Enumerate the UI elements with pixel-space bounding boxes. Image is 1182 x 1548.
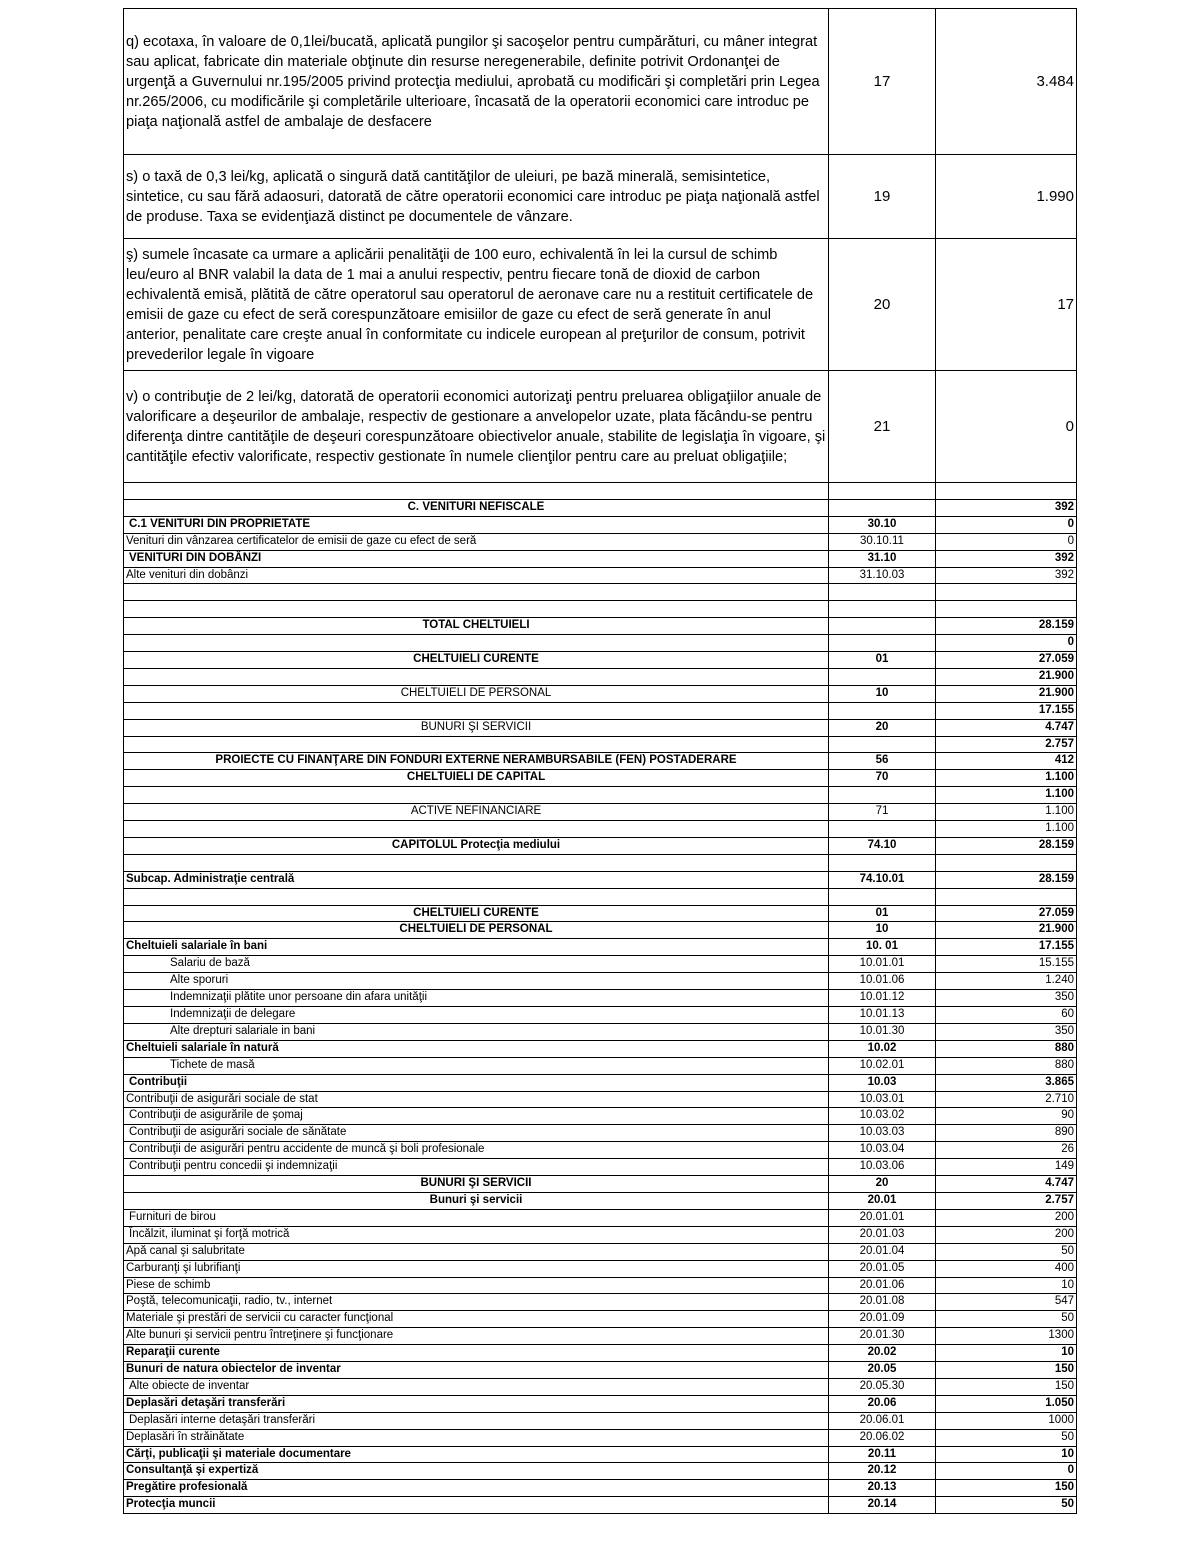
row-code: 20.06.02 xyxy=(829,1429,936,1446)
row-value: 392 xyxy=(936,499,1077,516)
row-description: Alte obiecte de inventar xyxy=(124,1378,829,1395)
row-description xyxy=(124,601,829,618)
row-description: q) ecotaxa, în valoare de 0,1lei/bucată, aplicată pungilor şi sacoşelor pentru cumpărături, cu mâner integrat sau aplicat, fabricate din materiale obţinute din resurse neregenerabile, definite potrivit Ordonanţei de urgenţă a Guvernului nr.195/2005 privind protecţia mediului, aprobată cu modificări şi completări prin Legea nr.265/2006, cu modificările şi completările ulterioare, încasată de la operatorii economici care introduc pe piaţa naţională astfel de ambalaje de desfacere xyxy=(124,9,829,155)
table-row xyxy=(124,854,1077,871)
table-row xyxy=(124,1463,1077,1480)
row-value: 10 xyxy=(936,1277,1077,1294)
table-row xyxy=(124,905,1077,922)
table-row xyxy=(124,1497,1077,1514)
table-row xyxy=(124,1023,1077,1040)
table-row xyxy=(124,1277,1077,1294)
row-value: 200 xyxy=(936,1209,1077,1226)
row-value: 350 xyxy=(936,990,1077,1007)
row-description: Încălzit, iluminat şi forţă motrică xyxy=(124,1226,829,1243)
table-row xyxy=(124,1108,1077,1125)
row-description: Consultanţă şi expertiză xyxy=(124,1463,829,1480)
row-value: 17.155 xyxy=(936,939,1077,956)
row-code: 20.01 xyxy=(829,1192,936,1209)
row-code xyxy=(829,584,936,601)
row-value xyxy=(936,854,1077,871)
row-description xyxy=(124,668,829,685)
table-row xyxy=(124,1395,1077,1412)
table-row xyxy=(124,1480,1077,1497)
row-value: 21.900 xyxy=(936,922,1077,939)
table-row-text-0 xyxy=(124,9,1077,155)
row-value: 50 xyxy=(936,1311,1077,1328)
row-description: Alte venituri din dobânzi xyxy=(124,567,829,584)
row-code: 20.02 xyxy=(829,1345,936,1362)
row-description: Cheltuieli salariale în natură xyxy=(124,1040,829,1057)
row-value: 0 xyxy=(936,635,1077,652)
row-value: 4.747 xyxy=(936,719,1077,736)
table-row xyxy=(124,753,1077,770)
row-description: Pregătire profesională xyxy=(124,1480,829,1497)
row-code: 10.03.01 xyxy=(829,1091,936,1108)
row-description: PROIECTE CU FINANŢARE DIN FONDURI EXTERNE NERAMBURSABILE (FEN) POSTADERARE xyxy=(124,753,829,770)
row-code: 20.12 xyxy=(829,1463,936,1480)
row-code: 20 xyxy=(829,1176,936,1193)
row-description xyxy=(124,736,829,753)
row-description: Protecţia muncii xyxy=(124,1497,829,1514)
table-row xyxy=(124,1328,1077,1345)
row-description: Materiale şi prestări de servicii cu caracter funcţional xyxy=(124,1311,829,1328)
row-description: Venituri din vânzarea certificatelor de emisii de gaze cu efect de seră xyxy=(124,533,829,550)
table-row xyxy=(124,516,1077,533)
row-code: 20.01.04 xyxy=(829,1243,936,1260)
row-description: Poştă, telecomunicaţii, radio, tv., internet xyxy=(124,1294,829,1311)
row-value xyxy=(936,483,1077,500)
row-code: 10.01.12 xyxy=(829,990,936,1007)
row-value: 10 xyxy=(936,1345,1077,1362)
row-value: 0 xyxy=(936,1463,1077,1480)
row-description: Indemnizaţii plătite unor persoane din afara unităţii xyxy=(124,990,829,1007)
table-row xyxy=(124,483,1077,500)
row-description: Carburanţi şi lubrifianţi xyxy=(124,1260,829,1277)
row-value: 890 xyxy=(936,1125,1077,1142)
table-row xyxy=(124,584,1077,601)
table-row xyxy=(124,990,1077,1007)
row-value: 150 xyxy=(936,1378,1077,1395)
table-row-text-1 xyxy=(124,155,1077,239)
row-code: 20.01.08 xyxy=(829,1294,936,1311)
row-description: CHELTUIELI DE CAPITAL xyxy=(124,770,829,787)
row-value: 412 xyxy=(936,753,1077,770)
table-row xyxy=(124,702,1077,719)
row-value: 392 xyxy=(936,567,1077,584)
row-value: 27.059 xyxy=(936,652,1077,669)
row-code: 20.06 xyxy=(829,1395,936,1412)
table-row xyxy=(124,719,1077,736)
row-description: Deplasări detaşări transferări xyxy=(124,1395,829,1412)
table-row xyxy=(124,550,1077,567)
row-code: 70 xyxy=(829,770,936,787)
row-description: Bunuri de natura obiectelor de inventar xyxy=(124,1362,829,1379)
row-value: 200 xyxy=(936,1226,1077,1243)
row-value: 2.757 xyxy=(936,736,1077,753)
row-value: 0 xyxy=(936,533,1077,550)
row-code: 74.10 xyxy=(829,837,936,854)
row-value: 1.100 xyxy=(936,804,1077,821)
row-code: 20.01.03 xyxy=(829,1226,936,1243)
table-row xyxy=(124,787,1077,804)
row-code xyxy=(829,635,936,652)
row-description: Reparaţii curente xyxy=(124,1345,829,1362)
row-code: 10 xyxy=(829,685,936,702)
row-code xyxy=(829,483,936,500)
table-row xyxy=(124,1176,1077,1193)
row-code: 10.03.04 xyxy=(829,1142,936,1159)
row-value: 2.710 xyxy=(936,1091,1077,1108)
row-code xyxy=(829,854,936,871)
row-code: 20.01.06 xyxy=(829,1277,936,1294)
table-row xyxy=(124,1429,1077,1446)
row-value: 28.159 xyxy=(936,837,1077,854)
row-value: 15.155 xyxy=(936,956,1077,973)
table-row xyxy=(124,939,1077,956)
row-code: 20 xyxy=(829,719,936,736)
row-description: Cheltuieli salariale în bani xyxy=(124,939,829,956)
row-description xyxy=(124,787,829,804)
row-code: 31.10 xyxy=(829,550,936,567)
row-description: Contribuţii de asigurări sociale de stat xyxy=(124,1091,829,1108)
row-value: 17.155 xyxy=(936,702,1077,719)
row-code xyxy=(829,499,936,516)
row-code: 20 xyxy=(829,239,936,371)
table-row xyxy=(124,770,1077,787)
row-description: CHELTUIELI CURENTE xyxy=(124,652,829,669)
table-row xyxy=(124,1412,1077,1429)
row-value: 21.900 xyxy=(936,685,1077,702)
budget-table-page xyxy=(123,8,1076,1514)
row-value: 1.100 xyxy=(936,821,1077,838)
row-description: Deplasări interne detaşări transferări xyxy=(124,1412,829,1429)
row-code: 10 xyxy=(829,922,936,939)
row-code: 17 xyxy=(829,9,936,155)
row-description: Subcap. Administraţie centrală xyxy=(124,871,829,888)
row-description: Contribuţii de asigurări pentru accidente de muncă şi boli profesionale xyxy=(124,1142,829,1159)
row-code xyxy=(829,668,936,685)
row-description xyxy=(124,635,829,652)
row-description: TOTAL CHELTUIELI xyxy=(124,618,829,635)
row-code: 71 xyxy=(829,804,936,821)
table-row xyxy=(124,1446,1077,1463)
row-description: CHELTUIELI CURENTE xyxy=(124,905,829,922)
row-description: BUNURI ŞI SERVICII xyxy=(124,1176,829,1193)
row-description: Alte bunuri şi servicii pentru întreţinere şi funcţionare xyxy=(124,1328,829,1345)
row-value: 50 xyxy=(936,1497,1077,1514)
table-row xyxy=(124,1125,1077,1142)
row-code: 20.01.01 xyxy=(829,1209,936,1226)
row-value: 28.159 xyxy=(936,871,1077,888)
row-description xyxy=(124,854,829,871)
row-description: Furnituri de birou xyxy=(124,1209,829,1226)
row-value: 880 xyxy=(936,1057,1077,1074)
table-row xyxy=(124,1159,1077,1176)
row-value: 1.990 xyxy=(936,155,1077,239)
row-value: 17 xyxy=(936,239,1077,371)
table-row xyxy=(124,1243,1077,1260)
table-row xyxy=(124,871,1077,888)
row-description: C. VENITURI NEFISCALE xyxy=(124,499,829,516)
row-code xyxy=(829,601,936,618)
row-description: CHELTUIELI DE PERSONAL xyxy=(124,685,829,702)
row-value: 27.059 xyxy=(936,905,1077,922)
table-row xyxy=(124,821,1077,838)
table-row xyxy=(124,837,1077,854)
table-row xyxy=(124,1091,1077,1108)
row-description xyxy=(124,584,829,601)
row-description xyxy=(124,821,829,838)
table-row xyxy=(124,804,1077,821)
row-code: 10.03.03 xyxy=(829,1125,936,1142)
row-code: 31.10.03 xyxy=(829,567,936,584)
table-row xyxy=(124,1260,1077,1277)
row-value: 400 xyxy=(936,1260,1077,1277)
table-row xyxy=(124,1192,1077,1209)
row-description: Contribuţii xyxy=(124,1074,829,1091)
row-code xyxy=(829,736,936,753)
row-value: 10 xyxy=(936,1446,1077,1463)
table-row xyxy=(124,922,1077,939)
row-value: 1.050 xyxy=(936,1395,1077,1412)
row-code: 20.06.01 xyxy=(829,1412,936,1429)
row-description: s) o taxă de 0,3 lei/kg, aplicată o singură dată cantităţilor de uleiuri, pe bază minerală, semisintetice, sintetice, cu sau fără adaosuri, datorată de către operatorii economici care introduc pe piaţa naţională astfel de produse. Taxa se evidenţiază distinct pe documentele de vânzare. xyxy=(124,155,829,239)
row-code: 10.01.06 xyxy=(829,973,936,990)
row-code: 10.01.01 xyxy=(829,956,936,973)
table-row xyxy=(124,635,1077,652)
row-description: Cărţi, publicaţii şi materiale documentare xyxy=(124,1446,829,1463)
row-description: Contribuţii pentru concedii şi indemnizaţii xyxy=(124,1159,829,1176)
row-code: 30.10.11 xyxy=(829,533,936,550)
row-value: 90 xyxy=(936,1108,1077,1125)
row-description: Deplasări în străinătate xyxy=(124,1429,829,1446)
row-code: 10.01.30 xyxy=(829,1023,936,1040)
table-row xyxy=(124,567,1077,584)
table-row xyxy=(124,1362,1077,1379)
table-row xyxy=(124,888,1077,905)
row-code xyxy=(829,618,936,635)
row-code: 21 xyxy=(829,371,936,483)
row-description: CHELTUIELI DE PERSONAL xyxy=(124,922,829,939)
row-description: Tichete de masă xyxy=(124,1057,829,1074)
row-code: 74.10.01 xyxy=(829,871,936,888)
table-row xyxy=(124,1378,1077,1395)
budget-table xyxy=(123,8,1077,1514)
row-description: Alte drepturi salariale in bani xyxy=(124,1023,829,1040)
row-value: 26 xyxy=(936,1142,1077,1159)
row-description: VENITURI DIN DOBÂNZI xyxy=(124,550,829,567)
row-code: 10.02 xyxy=(829,1040,936,1057)
row-description: Alte sporuri xyxy=(124,973,829,990)
row-value: 4.747 xyxy=(936,1176,1077,1193)
row-value: 1300 xyxy=(936,1328,1077,1345)
table-row xyxy=(124,652,1077,669)
row-code: 20.01.09 xyxy=(829,1311,936,1328)
table-row xyxy=(124,1209,1077,1226)
row-value: 3.865 xyxy=(936,1074,1077,1091)
table-row xyxy=(124,1226,1077,1243)
table-row xyxy=(124,533,1077,550)
row-description xyxy=(124,483,829,500)
row-code: 10. 01 xyxy=(829,939,936,956)
row-value: 1.240 xyxy=(936,973,1077,990)
table-row xyxy=(124,1007,1077,1024)
table-row-text-3 xyxy=(124,371,1077,483)
row-value: 50 xyxy=(936,1429,1077,1446)
row-value: 0 xyxy=(936,371,1077,483)
row-value: 28.159 xyxy=(936,618,1077,635)
row-value: 1000 xyxy=(936,1412,1077,1429)
row-value: 1.100 xyxy=(936,770,1077,787)
row-value: 547 xyxy=(936,1294,1077,1311)
row-code: 20.01.30 xyxy=(829,1328,936,1345)
row-value xyxy=(936,584,1077,601)
table-row xyxy=(124,736,1077,753)
row-code xyxy=(829,821,936,838)
row-description: Piese de schimb xyxy=(124,1277,829,1294)
row-value: 1.100 xyxy=(936,787,1077,804)
row-value: 350 xyxy=(936,1023,1077,1040)
row-description: C.1 VENITURI DIN PROPRIETATE xyxy=(124,516,829,533)
row-description: Salariu de bază xyxy=(124,956,829,973)
row-description: Indemnizaţii de delegare xyxy=(124,1007,829,1024)
table-row xyxy=(124,601,1077,618)
row-code xyxy=(829,787,936,804)
row-code: 01 xyxy=(829,652,936,669)
row-description: Bunuri şi servicii xyxy=(124,1192,829,1209)
table-row xyxy=(124,618,1077,635)
table-row xyxy=(124,668,1077,685)
row-code: 20.13 xyxy=(829,1480,936,1497)
row-description: Contribuţii de asigurări sociale de sănătate xyxy=(124,1125,829,1142)
row-description: ş) sumele încasate ca urmare a aplicării penalităţii de 100 euro, echivalentă în lei la cursul de schimb leu/euro al BNR valabil la data de 1 mai a anului respectiv, pentru fiecare tonă de dioxid de carbon echivalentă emisă, plătită de către operatorul sau operatorul de aeronave care nu a restituit certificatele de emisii de gaze cu efect de seră corespunzătoare emisiilor de gaze cu efect de seră generate în anul anterior, penalitate care creşte anual în conformitate cu indicele european al preţurilor de consum, potrivit prevederilor legale în vigoare xyxy=(124,239,829,371)
row-value: 60 xyxy=(936,1007,1077,1024)
row-code: 30.10 xyxy=(829,516,936,533)
table-row xyxy=(124,1040,1077,1057)
row-description: BUNURI ŞI SERVICII xyxy=(124,719,829,736)
row-code: 20.05 xyxy=(829,1362,936,1379)
table-row xyxy=(124,1311,1077,1328)
row-description xyxy=(124,702,829,719)
table-row xyxy=(124,1294,1077,1311)
row-value xyxy=(936,888,1077,905)
row-code: 10.01.13 xyxy=(829,1007,936,1024)
row-description: v) o contribuţie de 2 lei/kg, datorată de operatorii economici autorizaţi pentru preluarea obligaţiilor anuale de valorificare a deşeurilor de ambalaje, respectiv de gestionare a anvelopelor uzate, plata făcându-se pentru diferenţa dintre cantităţile de deşeuri corespunzătoare obiectivelor anuale, stabilite de legislaţia în vigoare, şi cantităţile efectiv valorificate, respectiv gestionate în numele clienţilor pentru care au preluat obligaţiile; xyxy=(124,371,829,483)
row-value: 3.484 xyxy=(936,9,1077,155)
row-value: 150 xyxy=(936,1362,1077,1379)
row-value: 150 xyxy=(936,1480,1077,1497)
table-row xyxy=(124,1345,1077,1362)
row-description: ACTIVE NEFINANCIARE xyxy=(124,804,829,821)
table-row-text-2 xyxy=(124,239,1077,371)
table-row xyxy=(124,1142,1077,1159)
table-row xyxy=(124,1057,1077,1074)
row-value: 21.900 xyxy=(936,668,1077,685)
row-value xyxy=(936,601,1077,618)
row-code: 20.05.30 xyxy=(829,1378,936,1395)
table-row xyxy=(124,499,1077,516)
row-code: 10.02.01 xyxy=(829,1057,936,1074)
budget-table-body xyxy=(124,9,1077,1514)
row-code xyxy=(829,702,936,719)
row-code: 10.03.02 xyxy=(829,1108,936,1125)
row-value: 149 xyxy=(936,1159,1077,1176)
row-code: 20.01.05 xyxy=(829,1260,936,1277)
table-row xyxy=(124,1074,1077,1091)
row-description: Contribuţii de asigurările de şomaj xyxy=(124,1108,829,1125)
row-description: CAPITOLUL Protecţia mediului xyxy=(124,837,829,854)
row-code: 10.03 xyxy=(829,1074,936,1091)
table-row xyxy=(124,685,1077,702)
row-value: 0 xyxy=(936,516,1077,533)
row-value: 50 xyxy=(936,1243,1077,1260)
row-code: 20.11 xyxy=(829,1446,936,1463)
row-code xyxy=(829,888,936,905)
row-code: 19 xyxy=(829,155,936,239)
row-description xyxy=(124,888,829,905)
row-value: 2.757 xyxy=(936,1192,1077,1209)
row-value: 880 xyxy=(936,1040,1077,1057)
row-code: 20.14 xyxy=(829,1497,936,1514)
table-row xyxy=(124,956,1077,973)
row-code: 56 xyxy=(829,753,936,770)
row-value: 392 xyxy=(936,550,1077,567)
table-row xyxy=(124,973,1077,990)
row-description: Apă canal şi salubritate xyxy=(124,1243,829,1260)
row-code: 10.03.06 xyxy=(829,1159,936,1176)
row-code: 01 xyxy=(829,905,936,922)
